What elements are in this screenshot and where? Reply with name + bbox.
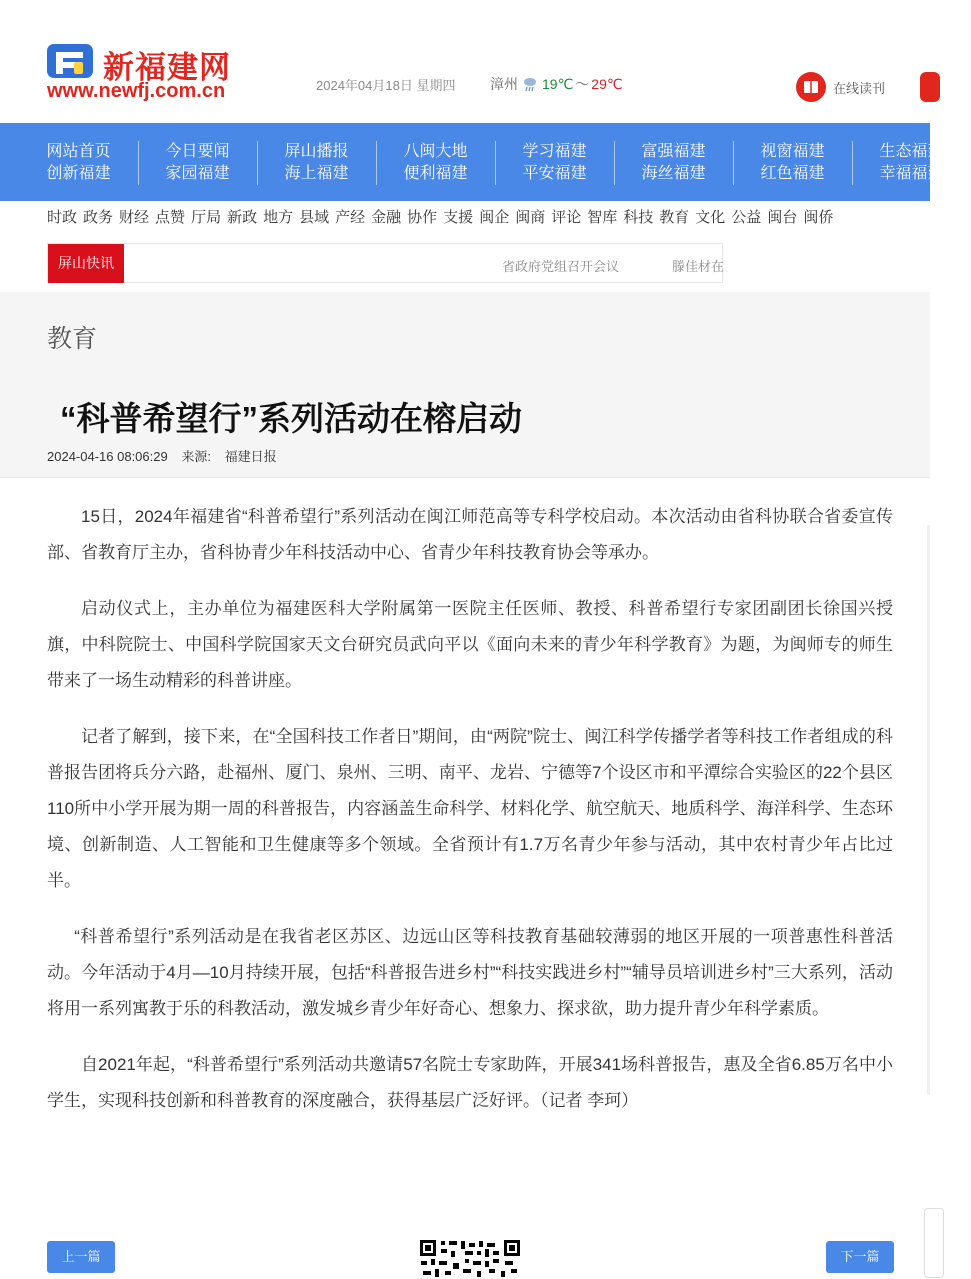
article-paragraph: 自2021年起，“科普希望行”系列活动共邀请57名院士专家助阵，开展341场科普报告，惠及全省6.85万名中小学生，实现科技创新和科普教育的深度融合，获得基层广泛好评。（记者 李珂）: [47, 1055, 893, 1110]
nav-group-1[interactable]: [19, 141, 138, 185]
flash-news-item[interactable]: 省政府党组召开会议: [502, 259, 620, 274]
article-title: “科普希望行”系列活动在榕启动: [60, 400, 522, 437]
category-link[interactable]: 公益: [731, 209, 762, 226]
publish-time: 2024-04-16 08:06:29: [47, 449, 168, 464]
article-paragraph: 启动仪式上，主办单位为福建医科大学附属第一医院主任医师、教授、科普希望行专家团副团长徐国兴授旗，中科院院士、中国科学院国家天文台研究员武向平以《面向未来的青少年科学教育》为题，为闽师专的师生带来了一场生动精彩的科普讲座。: [47, 599, 893, 690]
temp-low: 19℃: [542, 75, 574, 92]
source-label: 来源:: [181, 449, 211, 464]
nav-item[interactable]: 海丝福建: [641, 165, 706, 182]
nav-item[interactable]: 海上福建: [284, 165, 349, 182]
nav-item[interactable]: 便利福建: [403, 165, 468, 182]
nav-group-5[interactable]: [495, 141, 614, 185]
category-link[interactable]: 财经: [119, 209, 150, 226]
category-link[interactable]: 产经: [335, 209, 366, 226]
section-title: 教育: [47, 325, 98, 353]
category-link[interactable]: 科技: [623, 209, 654, 226]
nav-item[interactable]: 富强福建: [641, 143, 706, 160]
category-link[interactable]: 政务: [83, 209, 114, 226]
nav-group-7[interactable]: [733, 141, 852, 185]
weather-city: 漳州: [490, 76, 518, 92]
read-online-link[interactable]: [796, 72, 885, 102]
qr-code-icon: [419, 1239, 521, 1279]
category-bar: [47, 206, 930, 228]
category-link[interactable]: 闽企: [479, 209, 510, 226]
next-article-button[interactable]: 下一篇: [826, 1241, 894, 1273]
category-link[interactable]: 点赞: [155, 209, 186, 226]
article-header: [0, 292, 930, 478]
article-paragraph: “科普希望行”系列活动是在我省老区苏区、边远山区等科技教育基础较薄弱的地区开展的一项普惠性科普活动。今年活动于4月—10月持续开展，包括“科普报告进乡村”“科技实践进乡村”“辅导员培训进乡村”三大系列，活动将用一系列寓教于乐的科教活动，激发城乡青少年好奇心、想象力、探求欲，助力提升青少年科学素质。: [47, 927, 893, 1018]
weather-widget: [490, 74, 623, 94]
site-header: [0, 0, 930, 123]
nav-item[interactable]: 视窗福建: [760, 143, 825, 160]
article-paragraph: 15日，2024年福建省“科普希望行”系列活动在闽江师范高等专科学校启动。本次活动由省科协联合省委宣传部、省教育厅主办，省科协青少年科技活动中心、省青少年科技教育协会等承办。: [47, 507, 893, 562]
scroll-track: [927, 525, 930, 1095]
source-name: 福建日报: [224, 449, 277, 464]
nav-item[interactable]: 幸福福建: [879, 165, 944, 182]
nav-item[interactable]: 学习福建: [522, 143, 587, 160]
category-link[interactable]: 时政: [47, 209, 78, 226]
read-online-label: 在线读刊: [833, 80, 886, 96]
category-link[interactable]: 闽侨: [803, 209, 834, 226]
article-paragraph: 记者了解到，接下来，在“全国科技工作者日”期间，由“两院”院士、闽江科学传播学者等科技工作者组成的科普报告团将兵分六路，赴福州、厦门、泉州、三明、南平、龙岩、宁德等7个设区市和平潭综合实验区的22个县区110所中小学开展为期一周的科普报告，内容涵盖生命科学、材料化学、航空航天、地质科学、海洋科学、生态环境、创新制造、人工智能和卫生健康等多个领域。全省预计有1.7万名青少年参与活动，其中农村青少年占比过半。: [47, 727, 893, 890]
nav-group-2[interactable]: [138, 141, 257, 185]
nav-group-8[interactable]: [852, 141, 971, 185]
nav-group-6[interactable]: [614, 141, 733, 185]
temp-high: 29℃: [591, 75, 623, 92]
category-link[interactable]: 评论: [551, 209, 582, 226]
category-link[interactable]: 厅局: [191, 209, 222, 226]
category-link[interactable]: 支援: [443, 209, 474, 226]
flash-news-item[interactable]: 滕佳材在: [672, 259, 725, 274]
category-link[interactable]: 闽台: [767, 209, 798, 226]
category-link[interactable]: 文化: [695, 209, 726, 226]
category-link[interactable]: 金融: [371, 209, 402, 226]
category-link[interactable]: 新政: [227, 209, 258, 226]
rain-cloud-icon: [521, 75, 539, 93]
category-link[interactable]: 地方: [263, 209, 294, 226]
nav-item[interactable]: 生态福建: [879, 143, 944, 160]
temp-separator: ～: [575, 76, 590, 92]
nav-item[interactable]: 平安福建: [522, 165, 587, 182]
prev-article-button[interactable]: 上一篇: [47, 1241, 115, 1273]
app-icon[interactable]: [920, 72, 940, 102]
nav-item[interactable]: 红色福建: [760, 165, 825, 182]
category-link[interactable]: 协作: [407, 209, 438, 226]
article-body: [47, 499, 893, 1139]
nav-item[interactable]: 今日要闻: [165, 143, 230, 160]
site-logo[interactable]: [47, 42, 267, 106]
category-link[interactable]: 县域: [299, 209, 330, 226]
nav-item[interactable]: 八闽大地: [403, 143, 468, 160]
article-meta: [47, 446, 287, 465]
nav-item[interactable]: 屏山播报: [284, 143, 349, 160]
flash-news-label: 屏山快讯: [48, 244, 124, 283]
site-url: www.newfj.com.cn: [47, 80, 226, 102]
site-name: 新福建网: [103, 50, 231, 85]
category-link[interactable]: 闽商: [515, 209, 546, 226]
nav-group-3[interactable]: [257, 141, 376, 185]
nav-item[interactable]: 家园福建: [165, 165, 230, 182]
flash-news-ticker: [47, 243, 723, 283]
category-link[interactable]: 教育: [659, 209, 690, 226]
nav-group-4[interactable]: [376, 141, 495, 185]
book-icon: [796, 72, 826, 102]
category-link[interactable]: 智库: [587, 209, 618, 226]
logo-mark-icon: [47, 44, 93, 78]
side-widget[interactable]: [924, 1208, 944, 1278]
current-date: 2024年04月18日 星期四: [316, 78, 456, 93]
nav-item[interactable]: 创新福建: [46, 165, 111, 182]
main-nav: [0, 123, 944, 201]
nav-item[interactable]: 网站首页: [46, 143, 111, 160]
